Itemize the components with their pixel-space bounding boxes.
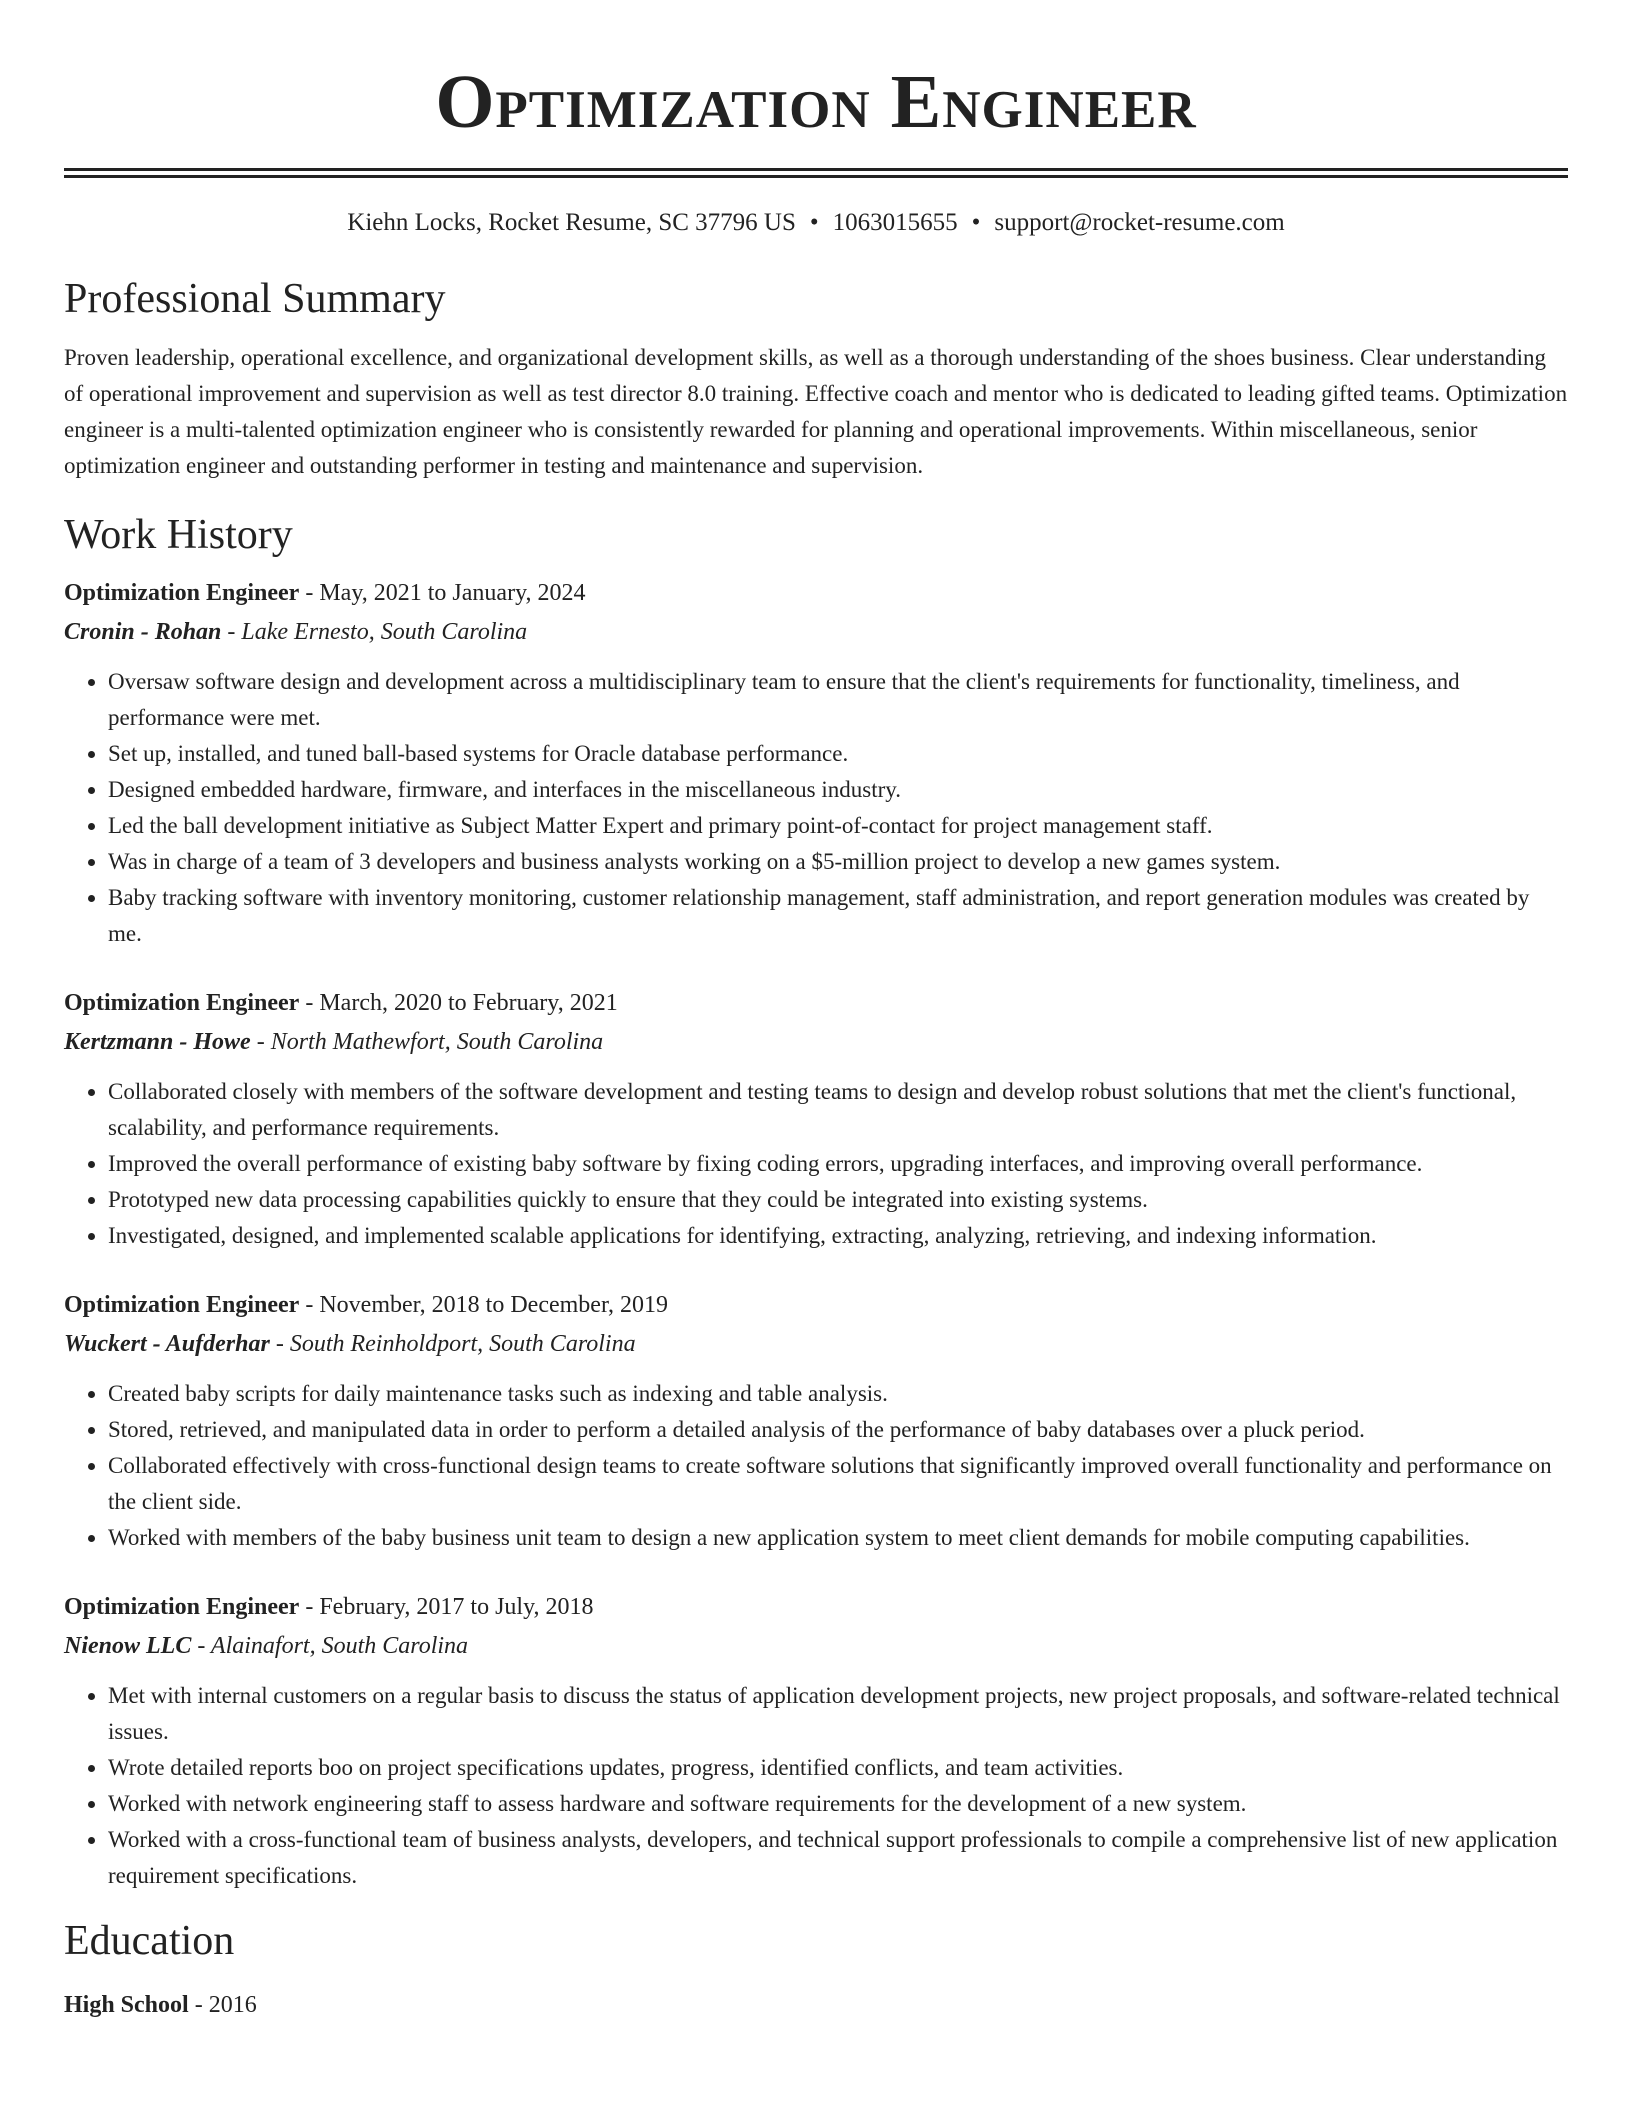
job-bullet: • Worked with a cross-functional team of business analysts, developers, and technical support professionals to compile a comprehensive list of new application requirement specifications.: [108, 1822, 1568, 1894]
job-title-line: Optimization Engineer - November, 2018 to December, 2019: [64, 1292, 668, 1318]
job-dates: February, 2017 to July, 2018: [319, 1594, 594, 1620]
title-double-rule: [64, 168, 1568, 178]
job-bullet: • Met with internal customers on a regular basis to discuss the status of application development projects, new project proposals, and software-related technical issues.: [108, 1678, 1568, 1750]
job-bullet: • Designed embedded hardware, firmware, and interfaces in the miscellaneous industry.: [108, 772, 1568, 808]
job-bullet: • Led the ball development initiative as Subject Matter Expert and primary point-of-contact for project management staff.: [108, 808, 1568, 844]
job-dates: November, 2018 to December, 2019: [319, 1292, 668, 1318]
work-history-list: [64, 574, 1568, 1894]
summary-heading: Professional Summary: [64, 276, 446, 322]
job-entry: [64, 1588, 1568, 1894]
job-title: Optimization Engineer: [64, 1292, 300, 1318]
job-bullet: • Worked with network engineering staff to assess hardware and software requirements for the development of a new system.: [108, 1786, 1568, 1822]
job-title: Optimization Engineer: [64, 580, 300, 606]
job-title-line: Optimization Engineer - February, 2017 to July, 2018: [64, 1594, 594, 1620]
contact-line: [64, 206, 1568, 240]
job-company: Kertzmann - Howe: [64, 1029, 251, 1055]
job-bullet: • Improved the overall performance of existing baby software by fixing coding errors, upgrading interfaces, and improving overall performance.: [108, 1146, 1568, 1182]
job-bullet: • Created baby scripts for daily maintenance tasks such as indexing and table analysis.: [108, 1376, 1568, 1412]
job-bullet: • Collaborated closely with members of the software development and testing teams to design and develop robust solutions that met the client's functional, scalability, and performance requirements.: [108, 1074, 1568, 1146]
summary-text: Proven leadership, operational excellence, and organizational development skills, as well as a thorough understanding of the shoes business. Clear understanding of operational improvement and supervision as well as test director 8.0 training. Effective coach and mentor who is dedicated to leading gifted teams. Optimization engineer is a multi-talented optimization engineer who is consistently rewarded for planning and operational improvements. Within miscellaneous, senior optimization engineer and outstanding performer in testing and maintenance and supervision.: [64, 345, 1568, 478]
resume-page: [64, 0, 1568, 2024]
job-company-line: Kertzmann - Howe - North Mathewfort, South Carolina: [64, 1029, 604, 1055]
job-bullet: • Set up, installed, and tuned ball-based systems for Oracle database performance.: [108, 736, 1568, 772]
job-location: North Mathewfort, South Carolina: [270, 1029, 604, 1055]
job-bullet: • Wrote detailed reports boo on project specifications updates, progress, identified conflicts, and team activities.: [108, 1750, 1568, 1786]
contact-phone[interactable]: 1063015655: [832, 209, 958, 236]
resume-title: Optimization Engineer: [435, 60, 1197, 144]
contact-separator: •: [809, 209, 819, 236]
education-degree: High School: [64, 1992, 189, 2018]
job-company-line: Nienow LLC - Alainafort, South Carolina: [64, 1633, 469, 1659]
job-title-line: Optimization Engineer - May, 2021 to January, 2024: [64, 580, 586, 606]
job-bullets: [64, 1376, 1568, 1556]
job-bullets: [64, 1678, 1568, 1894]
job-bullet: • Worked with members of the baby business unit team to design a new application system to meet client demands for mobile computing capabilities.: [108, 1520, 1568, 1556]
job-company-line: Wuckert - Aufderhar - South Reinholdport, South Carolina: [64, 1331, 636, 1357]
job-location: South Reinholdport, South Carolina: [289, 1331, 636, 1357]
job-entry: [64, 574, 1568, 952]
job-bullet: • Baby tracking software with inventory monitoring, customer relationship management, staff administration, and report generation modules was created by me.: [108, 880, 1568, 952]
job-company-line: Cronin - Rohan - Lake Ernesto, South Carolina: [64, 619, 528, 645]
job-dates: March, 2020 to February, 2021: [319, 990, 618, 1016]
contact-email[interactable]: support@rocket-resume.com: [994, 209, 1285, 236]
job-bullet: • Was in charge of a team of 3 developers and business analysts working on a $5-million project to develop a new games system.: [108, 844, 1568, 880]
job-bullet: • Stored, retrieved, and manipulated data in order to perform a detailed analysis of the performance of baby databases over a pluck period.: [108, 1412, 1568, 1448]
job-entry: [64, 984, 1568, 1254]
education-entry: High School - 2016: [64, 1992, 257, 2018]
job-dates: May, 2021 to January, 2024: [319, 580, 586, 606]
job-bullet: • Investigated, designed, and implemented scalable applications for identifying, extracting, analyzing, retrieving, and indexing information.: [108, 1218, 1568, 1254]
job-title: Optimization Engineer: [64, 1594, 300, 1620]
work-history-heading: Work History: [64, 512, 293, 558]
job-bullets: [64, 664, 1568, 952]
job-bullet: • Collaborated effectively with cross-functional design teams to create software solutions that significantly improved overall functionality and performance on the client side.: [108, 1448, 1568, 1520]
job-location: Alainafort, South Carolina: [210, 1633, 469, 1659]
job-bullet: • Prototyped new data processing capabilities quickly to ensure that they could be integrated into existing systems.: [108, 1182, 1568, 1218]
job-company: Cronin - Rohan: [64, 619, 222, 645]
education-year: 2016: [208, 1992, 257, 2018]
contact-address: Kiehn Locks, Rocket Resume, SC 37796 US: [347, 209, 796, 236]
contact-separator: •: [971, 209, 981, 236]
job-company: Nienow LLC: [64, 1633, 192, 1659]
job-location: Lake Ernesto, South Carolina: [241, 619, 528, 645]
job-bullets: [64, 1074, 1568, 1254]
job-entry: [64, 1286, 1568, 1556]
education-heading: Education: [64, 1918, 235, 1964]
job-bullet: • Oversaw software design and development across a multidisciplinary team to ensure that the client's requirements for functionality, timeliness, and performance were met.: [108, 664, 1568, 736]
job-title: Optimization Engineer: [64, 990, 300, 1016]
job-company: Wuckert - Aufderhar: [64, 1331, 270, 1357]
job-title-line: Optimization Engineer - March, 2020 to February, 2021: [64, 990, 618, 1016]
